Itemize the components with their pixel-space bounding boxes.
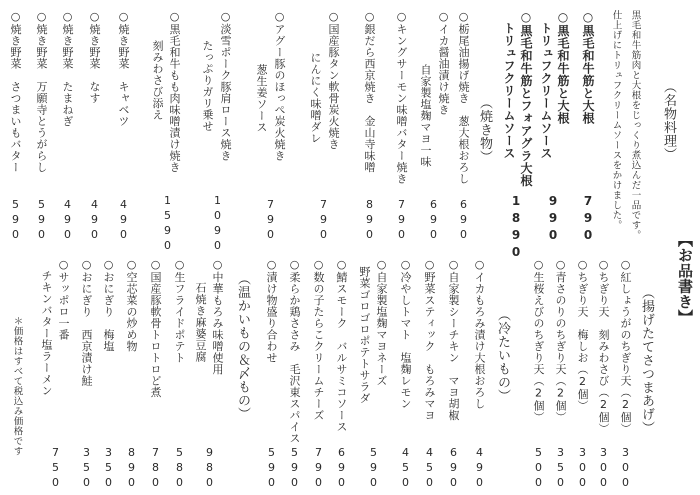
cold-price-6: 690 [335, 446, 348, 491]
yakimono-item-7-sub: たっぷりガリ乗せ [201, 40, 214, 132]
warm-item-1-sub: 石焼き麻婆豆腐 [194, 282, 207, 363]
cold-item-6: ○鯖スモーク バルサミコソース [335, 258, 348, 433]
cold-item-7: ○数の子たらこクリームチーズ [312, 258, 325, 421]
warm-price-4: 890 [125, 446, 138, 491]
cold-price-9: 590 [265, 446, 278, 491]
warm-item-5: ○おにぎり 梅塩 [102, 258, 115, 352]
signature-description-1: 黒毛和牛筋肉と大根をじっくり煮込んだ一品です。 [629, 10, 641, 240]
warm-item-7-sub: チキンバター塩ラーメン [40, 270, 53, 397]
yakimono-price-7: 1090 [211, 194, 224, 254]
warm-price-6: 350 [80, 446, 93, 491]
agetate-price-1: 300 [619, 446, 632, 491]
yakimono-item-5-sub: にんにく味噌ダレ [309, 52, 322, 144]
cold-price-1: 490 [473, 446, 486, 491]
warm-heading: （温かいもの＆〆もの） [235, 272, 250, 421]
yakimono-item-12: ○焼き野菜 万願寺とうがらし [35, 10, 48, 173]
signature-item-2: ○黒毛和牛筋と大根 [556, 10, 570, 125]
cold-price-3: 450 [423, 446, 436, 491]
warm-item-2: ○生フライドポテト [173, 258, 186, 364]
footnote: ＊価格はすべて税込み価格です [11, 316, 23, 456]
yakimono-price-1: 690 [457, 198, 470, 243]
warm-price-5: 350 [102, 446, 115, 491]
agetate-heading: （揚げたてさつまあげ） [639, 286, 654, 435]
yakimono-item-9: ○焼き野菜 キャベツ [117, 10, 130, 127]
warm-price-2: 580 [173, 446, 186, 491]
yakimono-price-6: 790 [264, 198, 277, 243]
yakimono-item-11: ○焼き野菜 たまねぎ [61, 10, 74, 127]
yakimono-item-10: ○焼き野菜 なす [88, 10, 101, 104]
agetate-item-3: ○ちぎり天 梅しお（2個） [576, 258, 589, 412]
yakimono-item-6-sub: 葱生姜ソース [255, 64, 268, 133]
signature-item-3-sub: トリュフクリームソース [502, 22, 516, 160]
yakimono-price-9: 490 [117, 198, 130, 243]
yakimono-item-7: ○淡雪ポーク豚肩ロース焼き [219, 10, 232, 162]
signature-price-2: 990 [546, 194, 560, 245]
yakimono-item-6: ○アグー豚のほっぺ炭火焼き [273, 10, 286, 162]
yakimono-price-4: 890 [363, 198, 376, 243]
cold-price-8: 590 [288, 446, 301, 491]
cold-item-1: ○イカもろみ漬け大根おろし [473, 258, 486, 410]
yakimono-price-3: 790 [395, 198, 408, 243]
cold-item-9: ○漬け物盛り合わせ [265, 258, 278, 364]
warm-item-1: ○中華もろみ味噌使用 [211, 258, 224, 375]
yakimono-item-4: ○銀だら西京焼き 金山寺味噌 [363, 10, 376, 173]
warm-item-3: ○国産豚軟骨トロトロど煮 [149, 258, 162, 398]
yakimono-item-1: ○栃尾油揚げ焼き 葱大根おろし [457, 10, 470, 185]
yakimono-price-2: 690 [427, 198, 440, 243]
signature-description-2: 仕上げにトリュフクリームソースをかけました。 [610, 10, 622, 230]
yakimono-item-2-sub: 自家製塩麹マヨ一味 [419, 64, 432, 168]
cold-price-4: 450 [399, 446, 412, 491]
yakimono-heading: （焼き物） [477, 96, 492, 164]
yakimono-price-11: 490 [61, 198, 74, 243]
warm-item-7: ○サッポロ一番 [57, 258, 70, 341]
cold-price-7: 790 [312, 446, 325, 491]
warm-price-7: 750 [49, 446, 62, 491]
yakimono-price-10: 490 [88, 198, 101, 243]
yakimono-price-12: 590 [35, 198, 48, 243]
agetate-price-2: 300 [597, 446, 610, 491]
yakimono-item-3: ○キングサーモン味噌バター焼き [395, 10, 408, 185]
yakimono-item-8-sub: 刻みわさび添え [151, 40, 164, 121]
cold-item-2: ○自家製シーチキン マヨ胡椒 [447, 258, 460, 421]
yakimono-item-2: ○イカ醤油漬け焼き [437, 10, 450, 116]
yakimono-price-5: 790 [317, 198, 330, 243]
cold-item-4: ○冷やしトマト 塩麹レモン [399, 258, 412, 410]
cold-price-5: 590 [367, 446, 380, 491]
yakimono-item-5: ○国産豚タン軟骨炭火焼き [327, 10, 340, 150]
signature-item-1: ○黒毛和牛筋と大根 [581, 10, 595, 125]
cold-item-3: ○野菜スティック もろみマヨ [423, 258, 436, 421]
warm-price-1: 980 [203, 446, 216, 491]
signature-price-1: 790 [581, 194, 595, 245]
yakimono-item-8: ○黒毛和牛もも肉味噌漬け焼き [168, 10, 181, 173]
cold-item-5: ○自家製塩麹マヨネーズ [375, 258, 388, 387]
agetate-price-3: 300 [576, 446, 589, 491]
signature-item-2-sub: トリュフクリームソース [539, 22, 553, 160]
warm-item-6: ○おにぎり 西京漬け鮭 [80, 258, 93, 387]
agetate-item-2: ○ちぎり天 刻みわさび（2個） [597, 258, 610, 435]
cold-item-8: ○柔らか鶏ささみ 毛沢東スパイス [288, 258, 301, 444]
signature-item-3: ○黒毛和牛筋とフォアグラ大根 [519, 10, 533, 187]
yakimono-price-13: 590 [9, 198, 22, 243]
cold-heading: （冷たいもの） [495, 308, 510, 403]
menu-title: 【お品書き】 [676, 232, 694, 325]
cold-item-5-sub: 野菜ゴロゴロポテトサラダ [358, 266, 371, 404]
agetate-item-4: ○青さのりのちぎり天（2個） [554, 258, 567, 423]
yakimono-price-8: 1590 [161, 194, 174, 254]
signature-heading: （名物料理） [661, 80, 676, 161]
agetate-price-5: 500 [532, 446, 545, 491]
warm-price-3: 780 [149, 446, 162, 491]
signature-price-3: 1890 [509, 194, 523, 262]
agetate-price-4: 350 [554, 446, 567, 491]
agetate-item-5: ○生桜えびのちぎり天（2個） [532, 258, 545, 423]
yakimono-item-13: ○焼き野菜 さつまいもバター [9, 10, 22, 173]
warm-item-4: ○空芯菜の炒め物 [125, 258, 138, 352]
agetate-item-1: ○紅しょうがのちぎり天（2個） [619, 258, 632, 435]
cold-price-2: 690 [447, 446, 460, 491]
